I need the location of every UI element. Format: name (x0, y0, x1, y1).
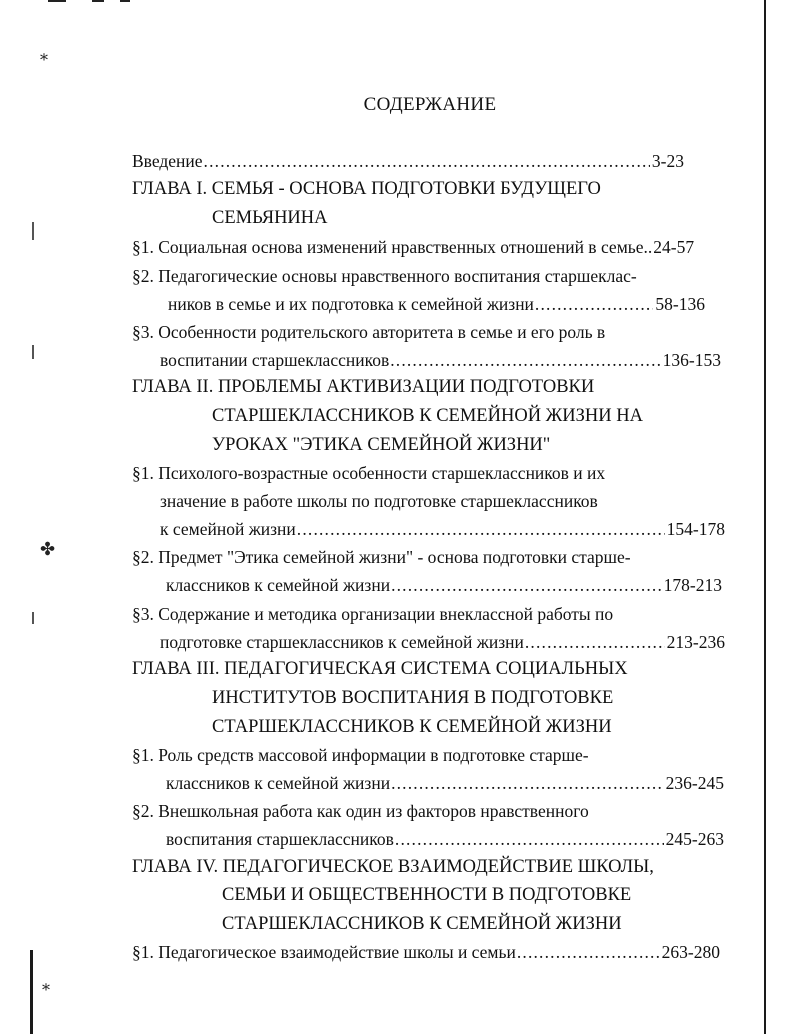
page-range: 136-153 (662, 350, 721, 370)
chapter-heading-cont: СТАРШЕКЛАССНИКОВ К СЕМЕЙНОЙ ЖИЗНИ (212, 717, 612, 737)
chapter-heading[interactable]: ГЛАВА I. СЕМЬЯ - ОСНОВА ПОДГОТОВКИ БУДУЩЕГО (132, 179, 601, 199)
section-title: воспитания старшеклассников (166, 829, 394, 849)
chapter-heading[interactable]: ГЛАВА IV. ПЕДАГОГИЧЕСКОЕ ВЗАИМОДЕЙСТВИЕ ШКОЛЫ, (132, 857, 654, 877)
chapter-heading-cont: СЕМЬИ И ОБЩЕСТВЕННОСТИ В ПОДГОТОВКЕ (222, 885, 632, 905)
section-title: §1. Педагогическое взаимодействие школы и семьи (132, 942, 516, 962)
leader-dots (297, 518, 665, 540)
page-range: 24-57 (653, 237, 695, 257)
leader-dots (535, 293, 654, 315)
chapter-heading-cont: СЕМЬЯНИНА (212, 208, 328, 228)
chapter-heading[interactable]: ГЛАВА II. ПРОБЛЕМЫ АКТИВИЗАЦИИ ПОДГОТОВКИ (132, 377, 595, 397)
toc-section[interactable]: §1. Психолого-возрастные особенности старшеклассников и их (132, 463, 606, 483)
chapter-heading[interactable]: ГЛАВА III. ПЕДАГОГИЧЕСКАЯ СИСТЕМА СОЦИАЛЬНЫХ (132, 659, 628, 679)
leader-dots (204, 150, 650, 172)
scan-artifact (32, 612, 34, 624)
page-range: 245-263 (665, 829, 724, 849)
toc-section[interactable]: §3. Особенности родительского авторитета в семье и его роль в (132, 322, 606, 342)
page-range: 3-23 (651, 151, 684, 171)
binding-hole-mark: ⁎ (40, 47, 48, 64)
leader-dots (395, 828, 664, 850)
section-title: воспитании старшеклассников (160, 350, 390, 370)
toc-section[interactable]: §2. Педагогические основы нравственного воспитания старшеклас- (132, 266, 637, 286)
leader-dots (390, 349, 660, 371)
chapter-heading-cont: УРОКАХ "ЭТИКА СЕМЕЙНОЙ ЖИЗНИ" (212, 435, 551, 455)
toc-section-cont[interactable] (160, 631, 725, 653)
page-title: СОДЕРЖАНИЕ (363, 94, 497, 115)
section-title: классников к семейной жизни (166, 575, 391, 595)
toc-section[interactable]: §3. Содержание и методика организации внеклассной работы по (132, 604, 614, 624)
section-title: §1. Социальная основа изменений нравственных отношений в семье.. (132, 237, 653, 257)
page-range: 58-136 (655, 294, 705, 314)
toc-section-cont[interactable] (160, 349, 721, 371)
chapter-heading-cont: ИНСТИТУТОВ ВОСПИТАНИЯ В ПОДГОТОВКЕ (212, 688, 614, 708)
toc-section-cont[interactable] (166, 772, 724, 794)
section-title: ников в семье и их подготовка к семейной жизни (168, 294, 534, 314)
leader-dots (391, 574, 662, 596)
page-border-right (764, 0, 766, 1034)
toc-section[interactable]: §1. Роль средств массовой информации в подготовке старше- (132, 745, 589, 765)
page-range: 178-213 (663, 575, 722, 595)
scan-artifact (120, 0, 130, 2)
binding-hole-mark: ✤ (40, 539, 56, 559)
page-range: 154-178 (666, 519, 725, 539)
chapter-heading-cont: СТАРШЕКЛАССНИКОВ К СЕМЕЙНОЙ ЖИЗНИ НА (212, 406, 643, 426)
page-range: 236-245 (665, 773, 724, 793)
page-border-left (30, 950, 33, 1034)
chapter-heading-cont: СТАРШЕКЛАССНИКОВ К СЕМЕЙНОЙ ЖИЗНИ (222, 914, 622, 934)
toc-section-cont: значение в работе школы по подготовке старшеклассников (160, 491, 598, 511)
toc-section[interactable] (132, 941, 720, 963)
toc-section-cont[interactable] (160, 518, 725, 540)
toc-section-cont[interactable] (168, 293, 705, 315)
scan-artifact (92, 0, 104, 2)
toc-section[interactable] (132, 236, 702, 258)
toc-section[interactable]: §2. Предмет "Этика семейной жизни" - основа подготовки старше- (132, 547, 631, 567)
toc-entry-label: Введение (132, 151, 203, 171)
page-range: 263-280 (661, 942, 720, 962)
leader-dots (517, 941, 660, 963)
scan-artifact (32, 345, 34, 359)
binding-hole-mark: ⁎ (42, 977, 50, 994)
toc-section[interactable]: §2. Внешкольная работа как один из факторов нравственного (132, 801, 589, 821)
section-title: классников к семейной жизни (166, 773, 391, 793)
scan-artifact (32, 222, 34, 240)
leader-dots (391, 772, 664, 794)
toc-section-cont[interactable] (166, 828, 724, 850)
section-title: к семейной жизни (160, 519, 296, 539)
scan-artifact (48, 0, 66, 2)
leader-dots (525, 631, 665, 653)
page-range: 213-236 (666, 632, 725, 652)
toc-section-cont[interactable] (166, 574, 722, 596)
toc-entry-intro[interactable] (132, 150, 684, 172)
section-title: подготовке старшеклассников к семейной жизни (160, 632, 524, 652)
